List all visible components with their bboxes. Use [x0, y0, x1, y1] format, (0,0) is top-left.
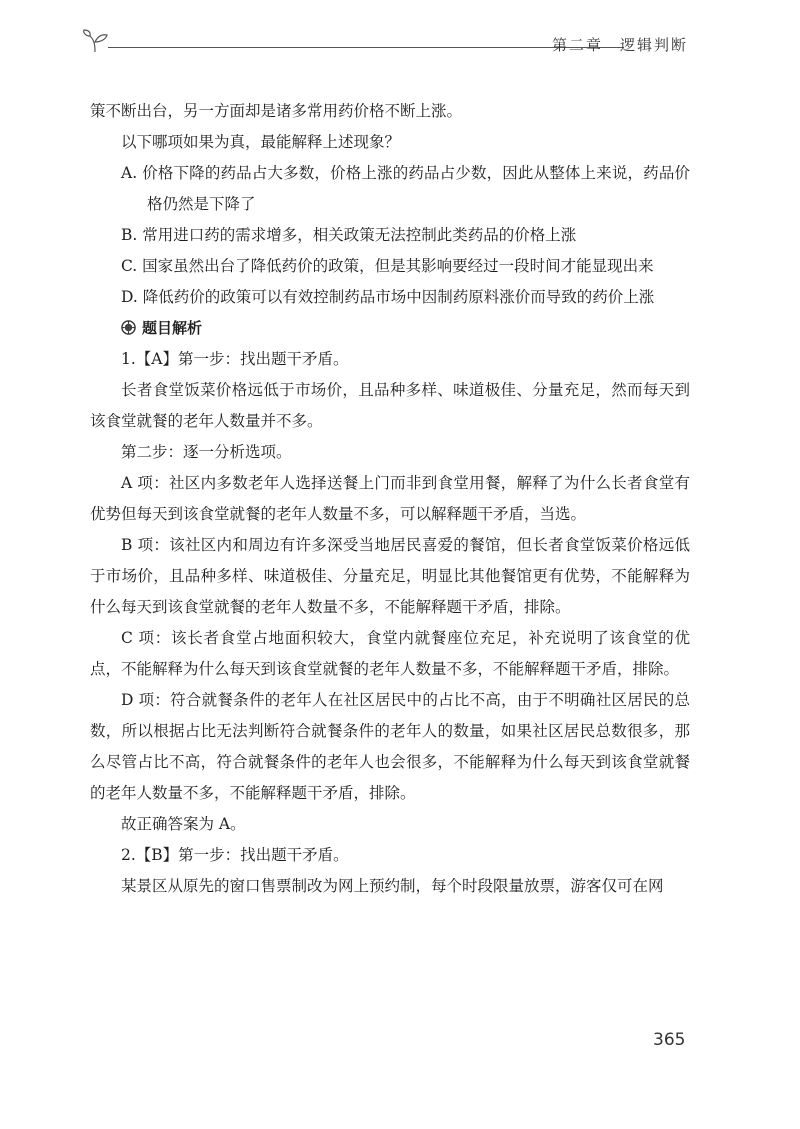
answer1-conclusion: 故正确答案为 A。 [121, 815, 246, 833]
sprout-icon [82, 28, 110, 54]
page-content [90, 96, 690, 902]
answer2-stem: 某景区从原先的窗口售票制改为网上预约制，每个时段限量放票，游客仅可在网 [121, 877, 664, 895]
page-number: 365 [653, 1030, 686, 1050]
answer1-option-b: B 项：该社区内和周边有许多深受当地居民喜爱的餐馆，但长者食堂饭菜价格远低于市场价，且品种多样、味道极佳、分量充足，明显比其他餐馆更有优势，不能解释为什么每天到该食堂就餐的老年人数量不多，不能解释题干矛盾，排除。 [90, 536, 690, 616]
section-title: 题目解析 [142, 319, 203, 337]
answer1-option-a: A 项：社区内多数老年人选择送餐上门而非到食堂用餐，解释了为什么长者食堂有优势但每天到该食堂就餐的老年人数量不多，可以解释题干矛盾，当选。 [90, 474, 690, 523]
option-d: D. 降低药价的政策可以有效控制药品市场中因制药原料涨价而导致的药价上涨 [121, 288, 655, 306]
answer1-option-d: D 项：符合就餐条件的老年人在社区居民中的占比不高，由于不明确社区居民的总数，所以根据占比无法判断符合就餐条件的老年人的数量，如果社区居民总数很多，那么尽管占比不高，符合就餐条件的老年人也会很多，不能解释为什么每天到该食堂就餐的老年人数量不多，不能解释题干矛盾，排除。 [90, 691, 690, 802]
answer1-stem: 长者食堂饭菜价格远低于市场价，且品种多样、味道极佳、分量充足，然而每天到该食堂就餐的老年人数量并不多。 [90, 381, 690, 430]
section-heading [90, 313, 690, 344]
header-rule [108, 47, 624, 48]
answer1-step1: 1.【A】第一步：找出题干矛盾。 [121, 350, 349, 368]
option-b: B. 常用进口药的需求增多，相关政策无法控制此类药品的价格上涨 [121, 226, 577, 244]
option-a: A. 价格下降的药品占大多数，价格上涨的药品占少数，因此从整体上来说，药品价格仍然是下降了 [121, 164, 690, 213]
answer2-step1: 2.【B】第一步：找出题干矛盾。 [121, 846, 349, 864]
paragraph-continuation: 策不断出台，另一方面却是诸多常用药价格不断上涨。 [90, 102, 463, 120]
option-c: C. 国家虽然出台了降低药价的政策，但是其影响要经过一段时间才能显现出来 [121, 257, 654, 275]
answer1-option-c: C 项：该长者食堂占地面积较大，食堂内就餐座位充足，补充说明了该食堂的优点，不能解释为什么每天到该食堂就餐的老年人数量不多，不能解释题干矛盾，排除。 [90, 629, 690, 678]
answer1-step2: 第二步：逐一分析选项。 [121, 443, 292, 461]
chapter-title: 第二章 逻辑判断 [551, 36, 688, 54]
page-header [82, 26, 688, 58]
analysis-badge-icon [121, 320, 136, 335]
question-text: 以下哪项如果为真，最能解释上述现象？ [121, 133, 401, 151]
